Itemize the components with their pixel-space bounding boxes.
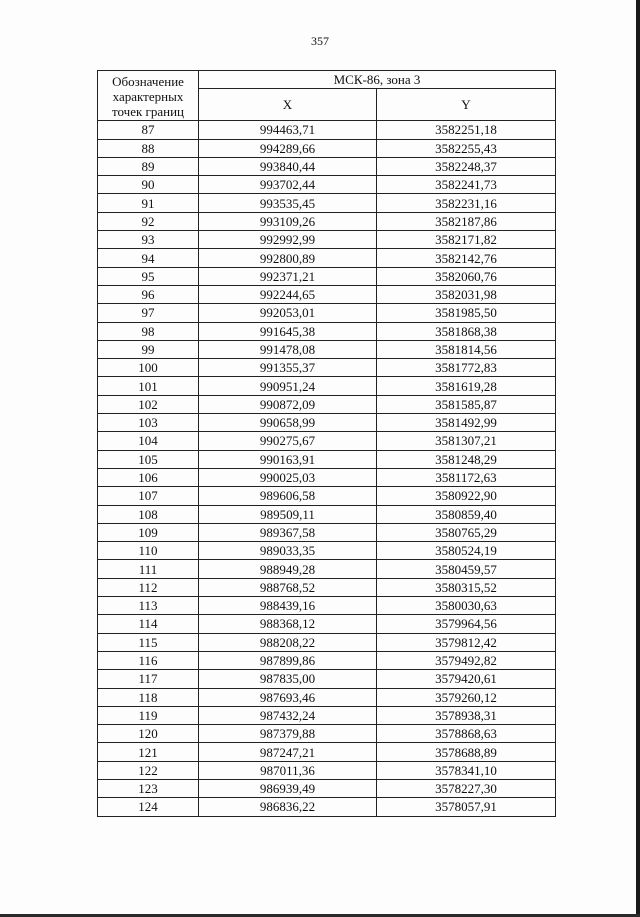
scan-edge-right bbox=[636, 0, 640, 917]
x-cell: 987011,36 bbox=[199, 761, 377, 779]
y-cell: 3582142,76 bbox=[377, 249, 556, 267]
x-cell: 988768,52 bbox=[199, 578, 377, 596]
point-cell: 107 bbox=[98, 487, 199, 505]
point-cell: 104 bbox=[98, 432, 199, 450]
x-cell: 986836,22 bbox=[199, 798, 377, 816]
point-cell: 100 bbox=[98, 359, 199, 377]
x-cell: 993535,45 bbox=[199, 194, 377, 212]
x-cell: 991478,08 bbox=[199, 340, 377, 358]
point-cell: 93 bbox=[98, 231, 199, 249]
y-cell: 3581619,28 bbox=[377, 377, 556, 395]
x-cell: 992992,99 bbox=[199, 231, 377, 249]
y-cell: 3581814,56 bbox=[377, 340, 556, 358]
y-cell: 3582060,76 bbox=[377, 267, 556, 285]
x-cell: 994463,71 bbox=[199, 121, 377, 139]
point-cell: 106 bbox=[98, 468, 199, 486]
table-row bbox=[98, 542, 556, 560]
y-cell: 3579260,12 bbox=[377, 688, 556, 706]
y-cell: 3582171,82 bbox=[377, 231, 556, 249]
table-row bbox=[98, 468, 556, 486]
point-cell: 117 bbox=[98, 670, 199, 688]
y-cell: 3581492,99 bbox=[377, 414, 556, 432]
point-cell: 118 bbox=[98, 688, 199, 706]
y-cell: 3582187,86 bbox=[377, 212, 556, 230]
table-row bbox=[98, 651, 556, 669]
table-row bbox=[98, 761, 556, 779]
table-row bbox=[98, 285, 556, 303]
table-row bbox=[98, 743, 556, 761]
y-cell: 3581772,83 bbox=[377, 359, 556, 377]
table-row bbox=[98, 414, 556, 432]
y-cell: 3581985,50 bbox=[377, 304, 556, 322]
x-cell: 992244,65 bbox=[199, 285, 377, 303]
x-cell: 989509,11 bbox=[199, 505, 377, 523]
x-cell: 988439,16 bbox=[199, 597, 377, 615]
table-row bbox=[98, 523, 556, 541]
point-cell: 113 bbox=[98, 597, 199, 615]
table-row bbox=[98, 779, 556, 797]
header-x: X bbox=[199, 89, 377, 121]
x-cell: 986939,49 bbox=[199, 779, 377, 797]
y-cell: 3582241,73 bbox=[377, 176, 556, 194]
header-point-designation: Обозначение характерных точек границ bbox=[98, 71, 199, 121]
x-cell: 987899,86 bbox=[199, 651, 377, 669]
y-cell: 3579964,56 bbox=[377, 615, 556, 633]
point-cell: 101 bbox=[98, 377, 199, 395]
table-row bbox=[98, 578, 556, 596]
point-cell: 87 bbox=[98, 121, 199, 139]
x-cell: 987432,24 bbox=[199, 706, 377, 724]
y-cell: 3578868,63 bbox=[377, 725, 556, 743]
point-cell: 88 bbox=[98, 139, 199, 157]
point-cell: 103 bbox=[98, 414, 199, 432]
y-cell: 3578227,30 bbox=[377, 779, 556, 797]
y-cell: 3580524,19 bbox=[377, 542, 556, 560]
y-cell: 3581307,21 bbox=[377, 432, 556, 450]
x-cell: 990658,99 bbox=[199, 414, 377, 432]
table-row bbox=[98, 157, 556, 175]
y-cell: 3579812,42 bbox=[377, 633, 556, 651]
y-cell: 3580859,40 bbox=[377, 505, 556, 523]
point-cell: 96 bbox=[98, 285, 199, 303]
coordinates-table-body bbox=[98, 71, 556, 817]
table-row bbox=[98, 615, 556, 633]
table-row bbox=[98, 377, 556, 395]
y-cell: 3582251,18 bbox=[377, 121, 556, 139]
page-number: 357 bbox=[311, 34, 329, 48]
y-cell: 3580459,57 bbox=[377, 560, 556, 578]
table-row bbox=[98, 121, 556, 139]
point-cell: 114 bbox=[98, 615, 199, 633]
x-cell: 988368,12 bbox=[199, 615, 377, 633]
table-row bbox=[98, 304, 556, 322]
table-row bbox=[98, 139, 556, 157]
table-row bbox=[98, 359, 556, 377]
point-cell: 121 bbox=[98, 743, 199, 761]
point-cell: 90 bbox=[98, 176, 199, 194]
x-cell: 987247,21 bbox=[199, 743, 377, 761]
x-cell: 988949,28 bbox=[199, 560, 377, 578]
table-row bbox=[98, 487, 556, 505]
point-cell: 95 bbox=[98, 267, 199, 285]
point-cell: 112 bbox=[98, 578, 199, 596]
x-cell: 990872,09 bbox=[199, 395, 377, 413]
coordinates-table bbox=[97, 70, 556, 817]
y-cell: 3581248,29 bbox=[377, 450, 556, 468]
table-row bbox=[98, 670, 556, 688]
point-cell: 122 bbox=[98, 761, 199, 779]
y-cell: 3578688,89 bbox=[377, 743, 556, 761]
y-cell: 3579492,82 bbox=[377, 651, 556, 669]
point-cell: 105 bbox=[98, 450, 199, 468]
x-cell: 989033,35 bbox=[199, 542, 377, 560]
y-cell: 3579420,61 bbox=[377, 670, 556, 688]
x-cell: 994289,66 bbox=[199, 139, 377, 157]
x-cell: 989367,58 bbox=[199, 523, 377, 541]
table-header-row bbox=[98, 71, 556, 89]
point-cell: 110 bbox=[98, 542, 199, 560]
point-cell: 124 bbox=[98, 798, 199, 816]
table-row bbox=[98, 450, 556, 468]
x-cell: 992371,21 bbox=[199, 267, 377, 285]
point-cell: 89 bbox=[98, 157, 199, 175]
point-cell: 108 bbox=[98, 505, 199, 523]
table-row bbox=[98, 597, 556, 615]
header-y: Y bbox=[377, 89, 556, 121]
table-row bbox=[98, 267, 556, 285]
y-cell: 3582248,37 bbox=[377, 157, 556, 175]
table-row bbox=[98, 560, 556, 578]
point-cell: 94 bbox=[98, 249, 199, 267]
x-cell: 987693,46 bbox=[199, 688, 377, 706]
table-row bbox=[98, 395, 556, 413]
table-row bbox=[98, 432, 556, 450]
x-cell: 987835,00 bbox=[199, 670, 377, 688]
table-row bbox=[98, 505, 556, 523]
point-cell: 119 bbox=[98, 706, 199, 724]
x-cell: 990951,24 bbox=[199, 377, 377, 395]
y-cell: 3582031,98 bbox=[377, 285, 556, 303]
x-cell: 991645,38 bbox=[199, 322, 377, 340]
table-row bbox=[98, 194, 556, 212]
y-cell: 3581868,38 bbox=[377, 322, 556, 340]
x-cell: 993840,44 bbox=[199, 157, 377, 175]
y-cell: 3578057,91 bbox=[377, 798, 556, 816]
x-cell: 988208,22 bbox=[199, 633, 377, 651]
x-cell: 989606,58 bbox=[199, 487, 377, 505]
point-cell: 116 bbox=[98, 651, 199, 669]
x-cell: 993702,44 bbox=[199, 176, 377, 194]
table-row bbox=[98, 706, 556, 724]
point-cell: 111 bbox=[98, 560, 199, 578]
x-cell: 990163,91 bbox=[199, 450, 377, 468]
y-cell: 3580922,90 bbox=[377, 487, 556, 505]
x-cell: 990025,03 bbox=[199, 468, 377, 486]
y-cell: 3580030,63 bbox=[377, 597, 556, 615]
point-cell: 123 bbox=[98, 779, 199, 797]
table-row bbox=[98, 212, 556, 230]
y-cell: 3582255,43 bbox=[377, 139, 556, 157]
point-cell: 92 bbox=[98, 212, 199, 230]
table-row bbox=[98, 633, 556, 651]
table-row bbox=[98, 340, 556, 358]
y-cell: 3581172,63 bbox=[377, 468, 556, 486]
table-row bbox=[98, 322, 556, 340]
point-cell: 120 bbox=[98, 725, 199, 743]
y-cell: 3582231,16 bbox=[377, 194, 556, 212]
y-cell: 3578341,10 bbox=[377, 761, 556, 779]
x-cell: 992053,01 bbox=[199, 304, 377, 322]
table-row bbox=[98, 798, 556, 816]
x-cell: 992800,89 bbox=[199, 249, 377, 267]
x-cell: 993109,26 bbox=[199, 212, 377, 230]
x-cell: 987379,88 bbox=[199, 725, 377, 743]
point-cell: 115 bbox=[98, 633, 199, 651]
table-row bbox=[98, 688, 556, 706]
point-cell: 109 bbox=[98, 523, 199, 541]
table-row bbox=[98, 249, 556, 267]
point-cell: 98 bbox=[98, 322, 199, 340]
y-cell: 3580765,29 bbox=[377, 523, 556, 541]
x-cell: 990275,67 bbox=[199, 432, 377, 450]
point-cell: 91 bbox=[98, 194, 199, 212]
point-cell: 97 bbox=[98, 304, 199, 322]
table-row bbox=[98, 725, 556, 743]
y-cell: 3580315,52 bbox=[377, 578, 556, 596]
table-row bbox=[98, 231, 556, 249]
y-cell: 3578938,31 bbox=[377, 706, 556, 724]
y-cell: 3581585,87 bbox=[377, 395, 556, 413]
point-cell: 102 bbox=[98, 395, 199, 413]
header-coordinate-system: МСК-86, зона 3 bbox=[199, 71, 556, 89]
table-row bbox=[98, 176, 556, 194]
x-cell: 991355,37 bbox=[199, 359, 377, 377]
point-cell: 99 bbox=[98, 340, 199, 358]
